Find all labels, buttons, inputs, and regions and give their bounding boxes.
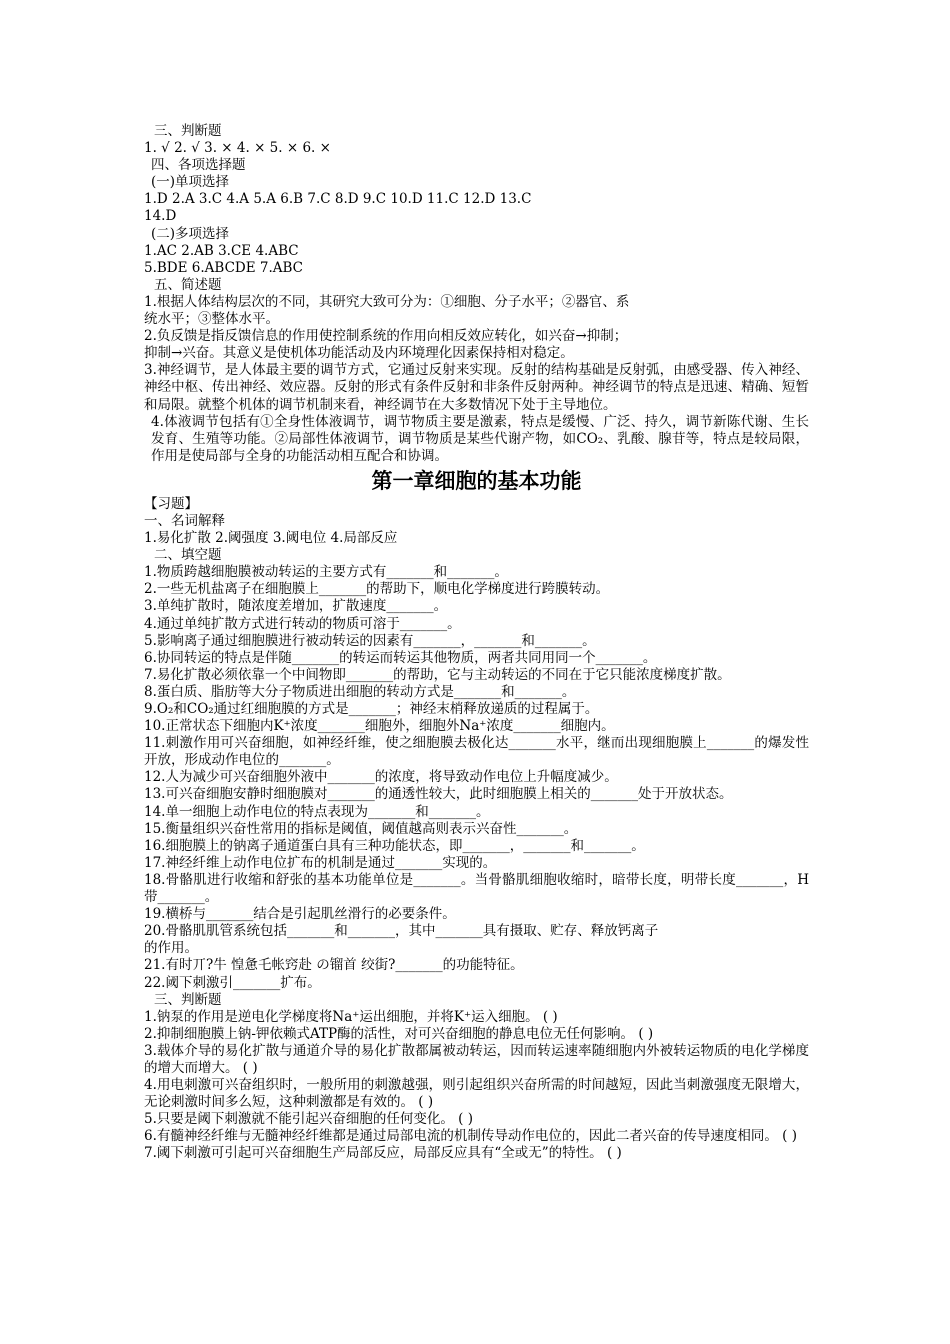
fill-in-item: 21.有时丌?牛 惶惫乇帐窍赴 の镏首 绞街?_______的功能特征。 (144, 957, 524, 974)
answers-single-line-2: 14.D (144, 208, 177, 225)
fill-in-list (144, 564, 809, 991)
fill-in-item: 3.单纯扩散时，随浓度差增加，扩散速度_______。 (144, 598, 448, 615)
chapter-title: 第一章细胞的基本功能 (371, 468, 582, 493)
answers-judge-line: 1. √ 2. √ 3. × 4. × 5. × 6. × (144, 140, 331, 157)
answers-short-heading: 五、简述题 (154, 276, 222, 293)
fill-in-item: 2.一些无机盐离子在细胞膜上_______的帮助下，顺电化学梯度进行跨膜转动。 (144, 581, 610, 598)
fill-in-item: 8.蛋白质、脂肪等大分子物质进出细胞的转动方式是_______和_______。 (144, 683, 576, 700)
fill-in-item: 14.单一细胞上动作电位的特点表现为_______和_______。 (144, 803, 490, 820)
document-page (144, 123, 809, 1163)
answers-single-line-1: 1.D 2.A 3.C 4.A 5.A 6.B 7.C 8.D 9.C 10.D 11.C 12.D 13.C (144, 191, 532, 208)
answers-single-heading: (一)单项选择 (151, 174, 230, 191)
fill-in-item: 5.影响离子通过细胞膜进行被动转运的因素有_______，_______和_______。 (144, 632, 596, 649)
fill-in-item: 7.易化扩散必须依靠一个中间物即_______的帮助，它与主动转运的不同在于它只能浓度梯度扩散。 (144, 666, 731, 683)
answers-judge-heading: 三、判断题 (154, 123, 222, 139)
judge-item: 1.钠泵的作用是逆电化学梯度将Na⁺运出细胞，并将K⁺运入细胞。 ( ) (144, 1008, 558, 1025)
answers-choice-heading: 四、各项选择题 (151, 157, 246, 174)
fill-in-item: 1.物质跨越细胞膜被动转运的主要方式有_______和_______。 (144, 564, 508, 581)
fill-in-item: 18.骨骼肌进行收缩和舒张的基本功能单位是_______。当骨骼肌细胞收缩时，暗带长度，明带长度_______，H带_______。 (144, 871, 809, 906)
judge-heading: 三、判断题 (154, 991, 222, 1008)
fill-in-item: 10.正常状态下细胞内K⁺浓度_______细胞外，细胞外Na⁺浓度_______细胞内。 (144, 718, 615, 735)
answers-short-1b: 统水平；③整体水平。 (144, 311, 279, 328)
fill-in-item: 19.横桥与_______结合是引起肌丝滑行的必要条件。 (144, 906, 456, 923)
answers-short-1: 1.根据人体结构层次的不同，其研究大致可分为：①细胞、分子水平；②器官、系 (144, 293, 630, 310)
fill-in-item: 20.骨骼肌肌管系统包括_______和_______，其中_______具有摄取、贮存、释放钙离子 (144, 923, 659, 940)
fill-in-item: 13.可兴奋细胞安静时细胞膜对_______的通透性较大，此时细胞膜上相关的_______处于开放状态。 (144, 786, 733, 803)
fill-in-item: 17.神经纤维上动作电位扩布的机制是通过_______实现的。 (144, 854, 497, 871)
judge-item: 3.载体介导的易化扩散与通道介导的易化扩散都属被动转运，因而转运速率随细胞内外被转运物质的电化学梯度的增大而增大。 ( ) (144, 1042, 809, 1076)
fill-in-item: 16.细胞膜上的钠离子通道蛋白具有三种功能状态，即_______，_______和_______。 (144, 837, 645, 854)
fill-in-item: 15.衡量组织兴奋性常用的指标是阈值，阈值越高则表示兴奋性_______。 (144, 820, 578, 837)
answers-multi-line-1: 1.AC 2.AB 3.CE 4.ABC (144, 242, 299, 259)
judge-item: 2.抑制细胞膜上钠-钾依赖式ATP酶的活性，对可兴奋细胞的静息电位无任何影响。 ( ) (144, 1025, 654, 1042)
answers-multi-line-2: 5.BDE 6.ABCDE 7.ABC (144, 259, 304, 276)
answers-short-2b: 抑制→兴奋。其意义是使机体功能活动及内环境理化因素保持相对稳定。 (144, 345, 574, 362)
fill-in-item: 22.阈下刺激引_______扩布。 (144, 974, 321, 991)
judge-item: 7.阈下刺激可引起可兴奋细胞生产局部反应，局部反应具有“全或无”的特性。 ( ) (144, 1145, 622, 1162)
terms-list: 1.易化扩散 2.阈强度 3.阈电位 4.局部反应 (144, 530, 398, 547)
fill-in-item: 12.人为减少可兴奋细胞外液中_______的浓度，将导致动作电位上升幅度减少。 (144, 769, 618, 786)
judge-item: 5.只要是阈下刺激就不能引起兴奋细胞的任何变化。 ( ) (144, 1111, 473, 1128)
fill-heading: 二、填空题 (154, 547, 222, 564)
fill-in-item: 6.协同转运的特点是伴随_______的转运而转运其他物质，两者共同用同一个_______。 (144, 649, 657, 666)
judge-item: 6.有髓神经纤维与无髓神经纤维都是通过局部电流的机制传导动作电位的，因此二者兴奋的传导速度相同。 ( ) (144, 1128, 797, 1145)
answers-short-2: 2.负反馈是指反馈信息的作用使控制系统的作用向相反效应转化，如兴奋→抑制； (144, 328, 628, 345)
fill-in-item: 11.刺激作用可兴奋细胞，如神经纤维，使之细胞膜去极化达_______水平，继而出现细胞膜上_______的爆发性开放，形成动作电位的_______。 (144, 735, 809, 769)
answers-short-3: 3.神经调节，是人体最主要的调节方式，它通过反射来实现。反射的结构基础是反射弧，由感受器、传入神经、神经中枢、传出神经、效应器。反射的形式有条件反射和非条件反射两种。神经调节的特点是迅速、精确、短暂和局限。就整个机体的调节机制来看，神经调节在大多数情况下处于主导地位。 (144, 362, 809, 413)
fill-in-item: 9.O₂和CO₂通过红细胞膜的方式是_______；神经末梢释放递质的过程属于。 (144, 701, 599, 717)
answers-short-4: 4.体液调节包括有①全身性体液调节，调节物质主要是激素，特点是缓慢、广泛、持久，调节新陈代谢、生长发育、生殖等功能。②局部性体液调节，调节物质是某些代谢产物，如CO₂、乳酸、腺苷等，特点是较局限，作用是使局部与全身的功能活动相互配合和协调。 (151, 413, 809, 464)
fill-in-item: 4.通过单纯扩散方式进行转动的物质可溶于_______。 (144, 615, 461, 632)
exercises-label: 【习题】 (144, 495, 198, 512)
fill-in-item: 的作用。 (144, 940, 198, 957)
judge-list (144, 1009, 809, 1163)
judge-item: 4.用电刺激可兴奋组织时，一般所用的刺激越强，则引起组织兴奋所需的时间越短，因此当刺激强度无限增大，无论刺激时间多么短，这种刺激都是有效的。 ( ) (144, 1077, 809, 1111)
terms-heading: 一、名词解释 (144, 512, 225, 529)
answers-multi-heading: (二)多项选择 (151, 225, 230, 242)
